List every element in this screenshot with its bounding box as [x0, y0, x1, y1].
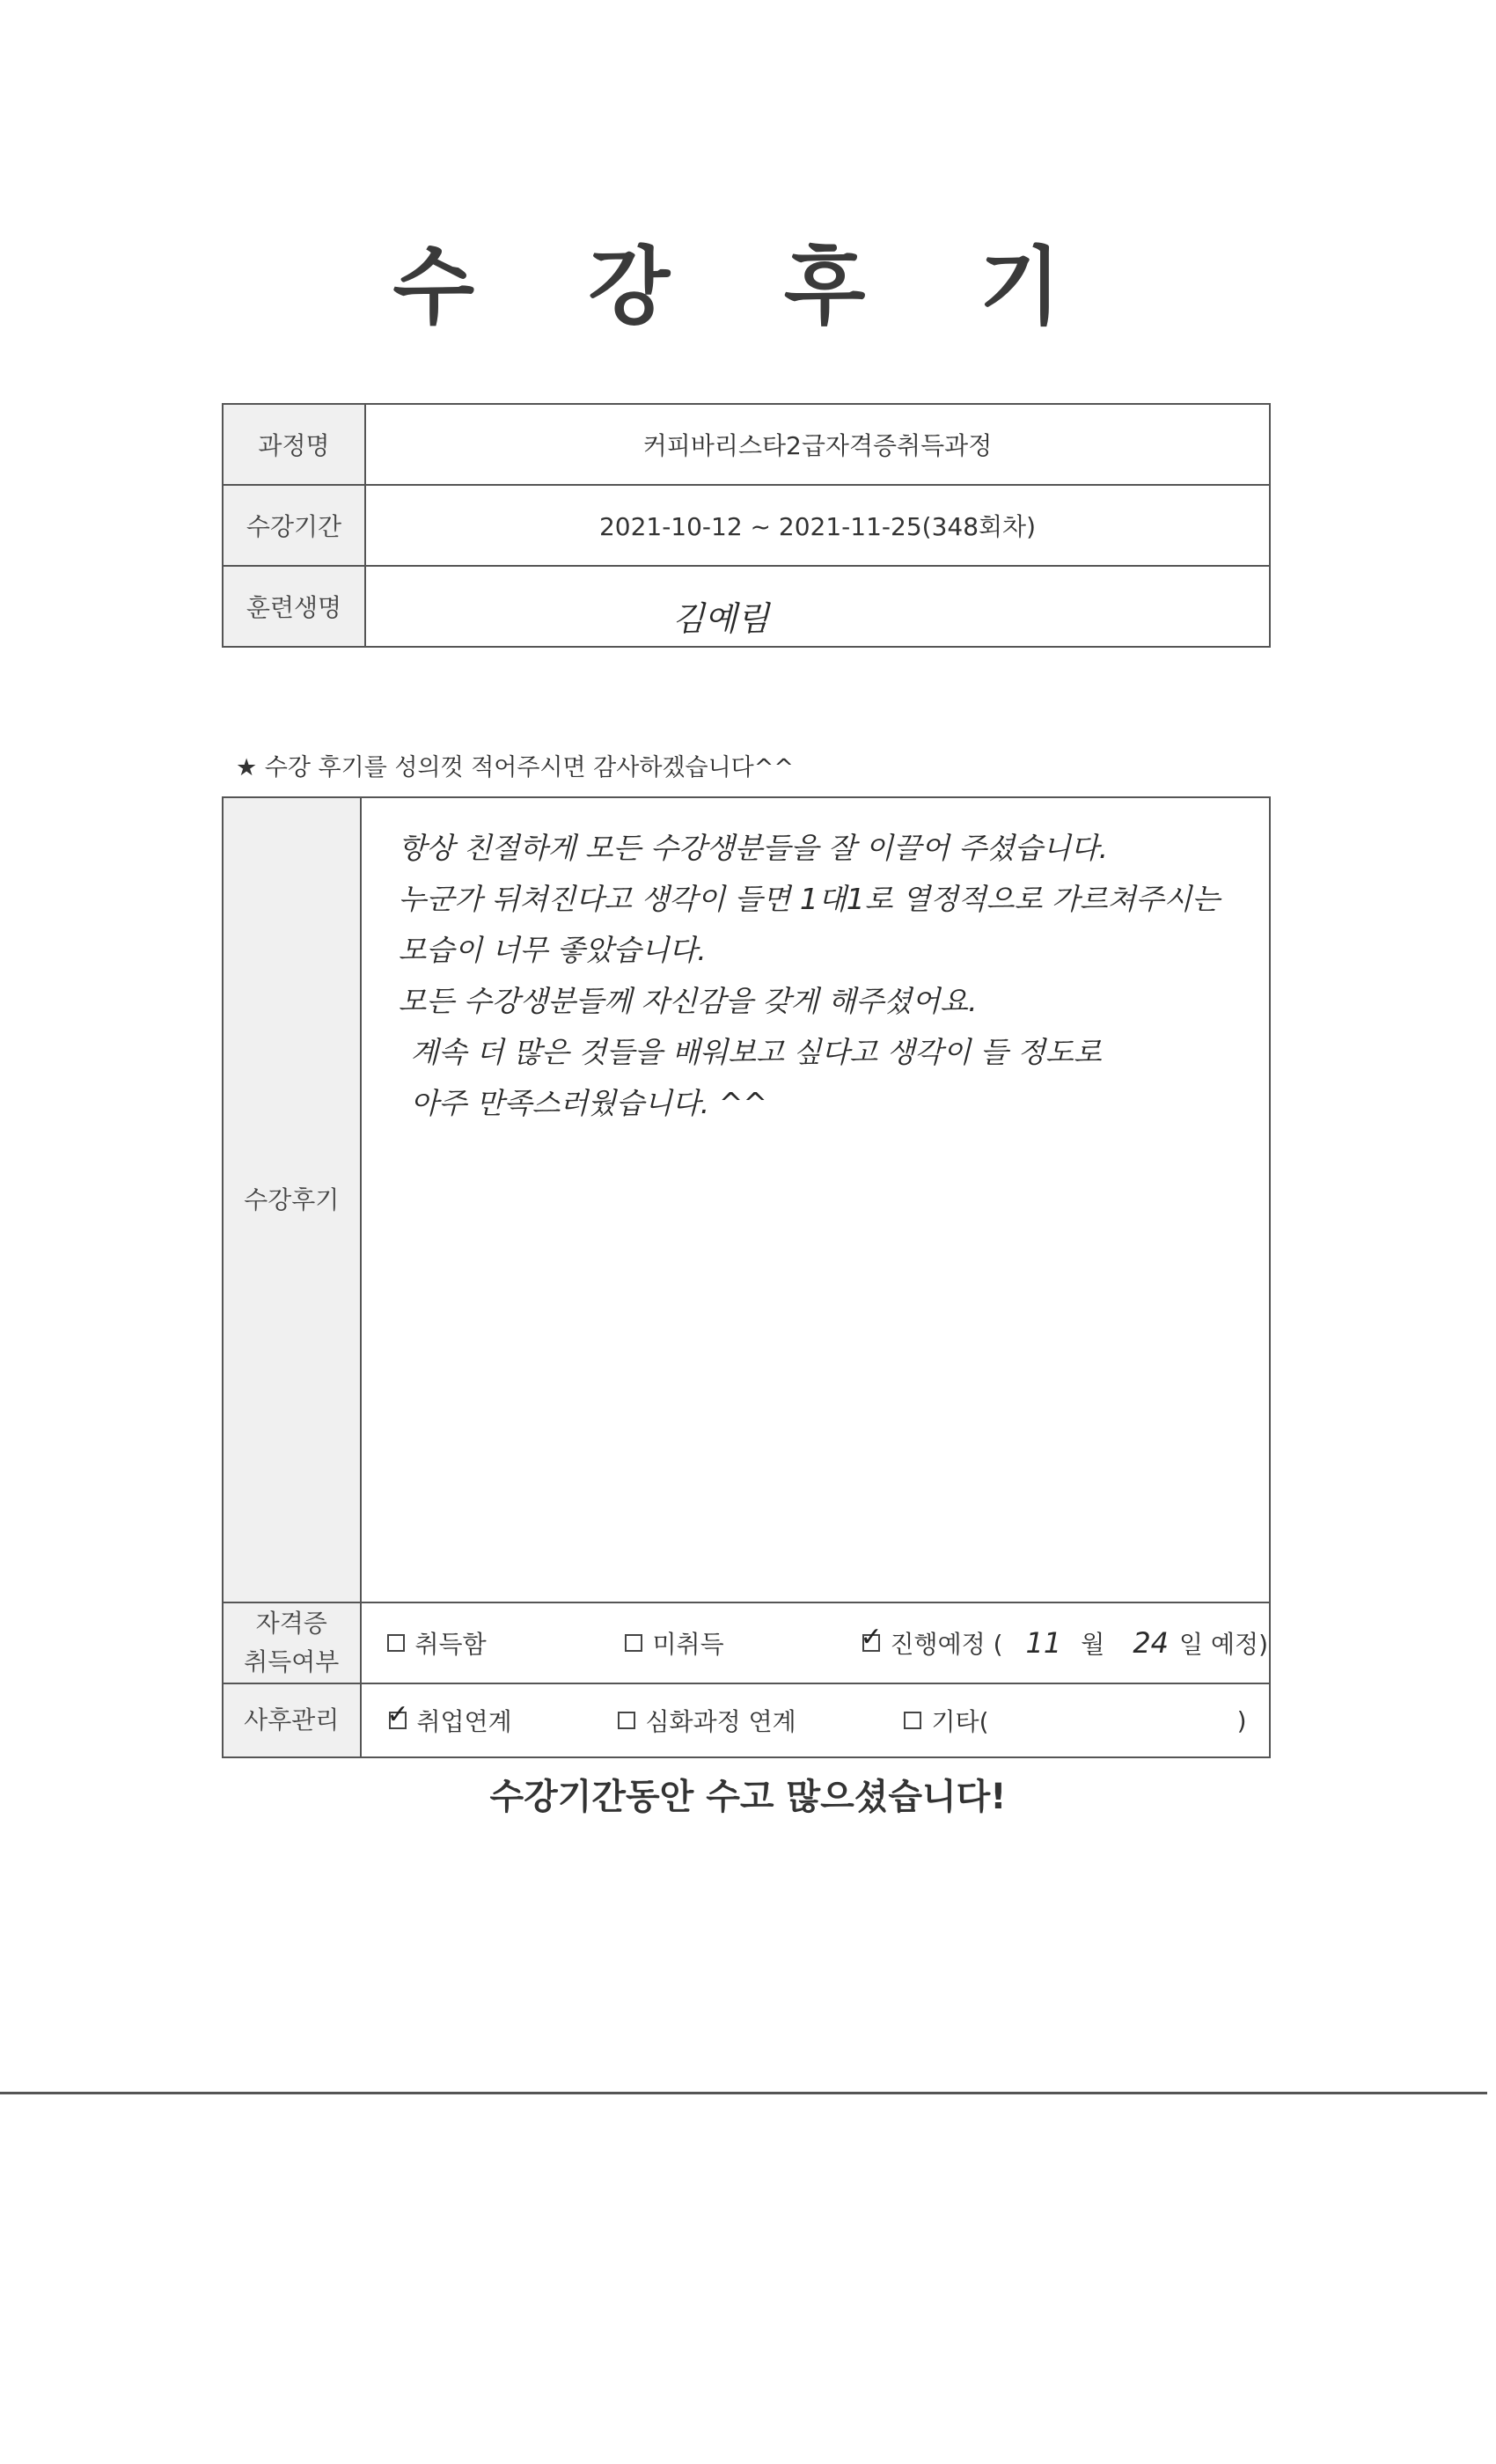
aftercare-row	[223, 1683, 1270, 1757]
option-other[interactable]	[904, 1703, 1247, 1738]
option-employment[interactable]	[389, 1703, 618, 1738]
certificate-row	[223, 1602, 1270, 1683]
course-info-table	[222, 403, 1271, 648]
review-line-2: 누군가 뒤쳐진다고 생각이 들면 1대1로 열정적으로 가르쳐주시는	[398, 882, 1221, 916]
period-label: 수강기간	[223, 485, 365, 566]
other-label: 기타(	[931, 1707, 989, 1736]
other-checkbox[interactable]	[904, 1712, 921, 1729]
option-advanced-course[interactable]	[618, 1703, 904, 1738]
review-line-5: 계속 더 많은 것들을 배워보고 싶다고 생각이 들 정도로	[410, 1035, 1102, 1069]
advanced-course-checkbox[interactable]	[618, 1712, 635, 1729]
course-row	[223, 404, 1270, 485]
employment-checkbox-checked[interactable]	[389, 1712, 407, 1729]
review-content	[361, 797, 1271, 1602]
course-label: 과정명	[223, 404, 365, 485]
trainee-label: 훈련생명	[223, 566, 365, 647]
review-row	[223, 797, 1270, 1602]
review-line-3: 모습이 너무 좋았습니다.	[398, 933, 707, 967]
period-row	[223, 485, 1270, 566]
course-value: 커피바리스타2급자격증취득과정	[365, 404, 1270, 485]
scheduled-prefix: 진행예정 (	[890, 1630, 1003, 1659]
option-not-acquired[interactable]	[625, 1625, 862, 1661]
page-bottom-rule	[0, 2092, 1487, 2094]
review-line-6: 아주 만족스러웠습니다. ^^	[410, 1086, 768, 1120]
certificate-options	[361, 1602, 1271, 1683]
aftercare-options	[361, 1683, 1271, 1757]
review-line-1: 항상 친절하게 모든 수강생분들을 잘 이끌어 주셨습니다.	[398, 831, 1109, 865]
period-value: 2021-10-12 ~ 2021-11-25(348회차)	[365, 485, 1270, 566]
scheduled-day-handwritten: 24	[1133, 1626, 1170, 1660]
scheduled-suffix: 일 예정)	[1179, 1630, 1268, 1659]
employment-label: 취업연계	[416, 1707, 512, 1736]
scheduled-month-unit: 월	[1081, 1630, 1105, 1659]
trainee-cell	[365, 566, 1270, 647]
acquired-checkbox[interactable]	[387, 1634, 405, 1652]
not-acquired-checkbox[interactable]	[625, 1634, 642, 1652]
scheduled-checkbox-checked[interactable]	[862, 1634, 880, 1652]
acquired-label: 취득함	[414, 1630, 487, 1659]
option-acquired[interactable]	[387, 1625, 625, 1661]
aftercare-label: 사후관리	[223, 1683, 361, 1757]
notice-text: ★ 수강 후기를 성의껏 적어주시면 감사하겠습니다^^	[236, 754, 795, 781]
certificate-label	[223, 1602, 361, 1683]
review-table	[222, 796, 1271, 1758]
not-acquired-label: 미취득	[652, 1630, 724, 1659]
scheduled-month-handwritten: 11	[1025, 1626, 1062, 1660]
advanced-course-label: 심화과정 연계	[645, 1707, 796, 1736]
other-close-paren: )	[1236, 1705, 1247, 1735]
trainee-row	[223, 566, 1270, 647]
review-line-4: 모든 수강생분들께 자신감을 갖게 해주셨어요.	[398, 984, 978, 1018]
closing-message: 수강기간동안 수고 많으셨습니다!	[489, 1777, 1007, 1817]
certificate-label-line1: 자격증	[255, 1609, 327, 1638]
trainee-name-handwritten: 김예림	[671, 598, 770, 638]
option-scheduled[interactable]	[862, 1625, 1269, 1661]
review-label: 수강후기	[223, 797, 361, 1602]
certificate-label-line2: 취득여부	[244, 1647, 340, 1676]
document-title: 수 강 후 기	[392, 238, 1104, 336]
